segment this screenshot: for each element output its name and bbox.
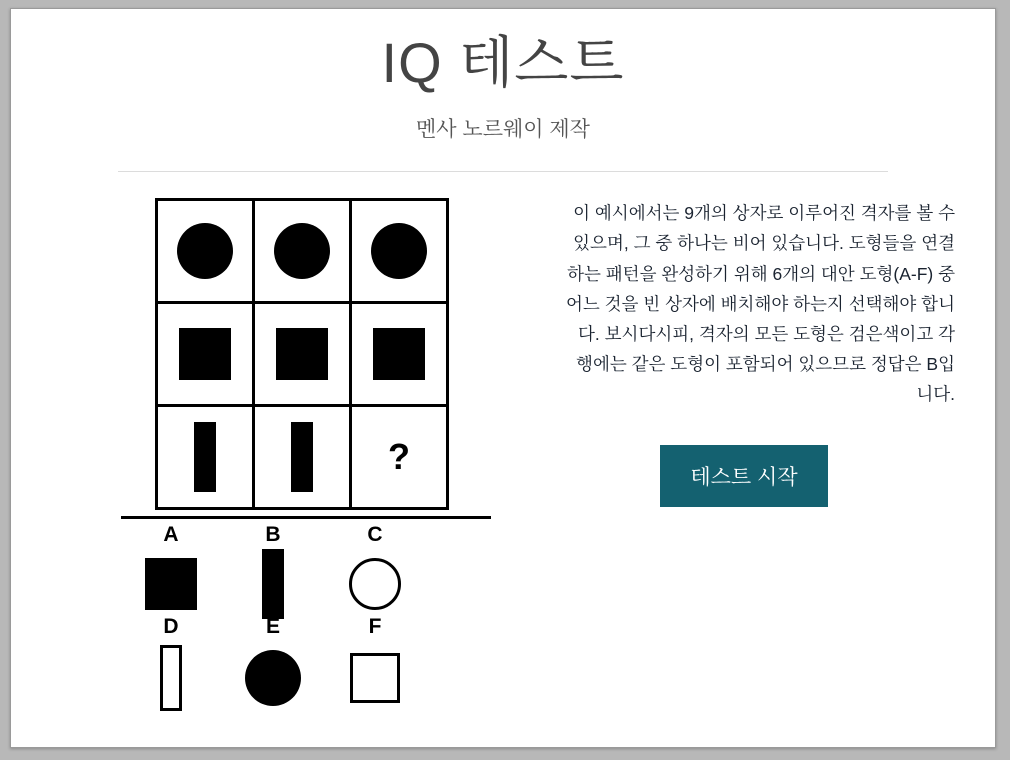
- bar-filled-icon: [262, 549, 284, 619]
- circle-filled-icon: [245, 650, 301, 706]
- option-c[interactable]: [325, 523, 425, 615]
- circle-filled-icon: [371, 223, 427, 279]
- option-b-label: B: [265, 523, 281, 547]
- option-f-label: F: [368, 615, 382, 639]
- start-button-wrap: [563, 445, 955, 507]
- option-d[interactable]: [121, 615, 221, 711]
- page-title: IQ 테스트: [381, 31, 625, 94]
- matrix-cell-r2c2: [254, 303, 351, 406]
- bar-outline-icon: [160, 645, 182, 711]
- matrix-cell-r3c2: [254, 406, 351, 509]
- matrix-row: [157, 303, 448, 406]
- bar-filled-icon: [194, 422, 216, 492]
- matrix-row: [157, 200, 448, 303]
- matrix-grid: [155, 198, 449, 510]
- start-test-button[interactable]: 테스트 시작: [660, 445, 827, 507]
- explanation-column: [551, 198, 995, 507]
- bar-filled-icon: [291, 422, 313, 492]
- matrix-cell-r1c1: [157, 200, 254, 303]
- square-filled-icon: [179, 328, 231, 380]
- question-mark-label: ?: [388, 436, 410, 478]
- options-divider: [121, 516, 491, 519]
- main-content: [11, 172, 995, 711]
- options-row-2: [121, 615, 551, 711]
- square-filled-icon: [373, 328, 425, 380]
- matrix-cell-r1c2: [254, 200, 351, 303]
- option-a-label: A: [163, 523, 179, 547]
- page-subtitle: 멘사 노르웨이 제작: [416, 118, 590, 142]
- matrix-cell-r2c3: [351, 303, 448, 406]
- circle-outline-icon: [349, 558, 401, 610]
- circle-filled-icon: [274, 223, 330, 279]
- matrix-cell-missing: [351, 406, 448, 509]
- explanation-text: 이 예시에서는 9개의 상자로 이루어진 격자를 볼 수 있으며, 그 중 하나는 비어 있습니다. 도형들을 연결하는 패턴을 완성하기 위해 6개의 대안 도형(A-F) 중 어느 것을 빈 상자에 배치해야 하는지 선택해야 합니다. 보시다시피, 격자의 모든 도형은 검은색이고 각 행에는 같은 도형이 포함되어 있으므로 정답은 B입니다.: [565, 203, 955, 404]
- answer-options: [121, 523, 551, 711]
- option-f[interactable]: [325, 615, 425, 711]
- matrix-cell-r2c1: [157, 303, 254, 406]
- square-outline-icon: [350, 653, 400, 703]
- option-c-label: C: [367, 523, 383, 547]
- options-row-1: [121, 523, 551, 615]
- matrix-cell-r1c3: [351, 200, 448, 303]
- option-b[interactable]: [223, 523, 323, 615]
- square-filled-icon: [276, 328, 328, 380]
- option-a[interactable]: [121, 523, 221, 615]
- puzzle-column: [121, 198, 551, 711]
- option-e[interactable]: [223, 615, 323, 711]
- circle-filled-icon: [177, 223, 233, 279]
- matrix-cell-r3c1: [157, 406, 254, 509]
- option-e-label: E: [265, 615, 280, 639]
- option-d-label: D: [163, 615, 179, 639]
- square-filled-icon: [145, 558, 197, 610]
- matrix-row: [157, 406, 448, 509]
- iq-test-page: [10, 8, 996, 748]
